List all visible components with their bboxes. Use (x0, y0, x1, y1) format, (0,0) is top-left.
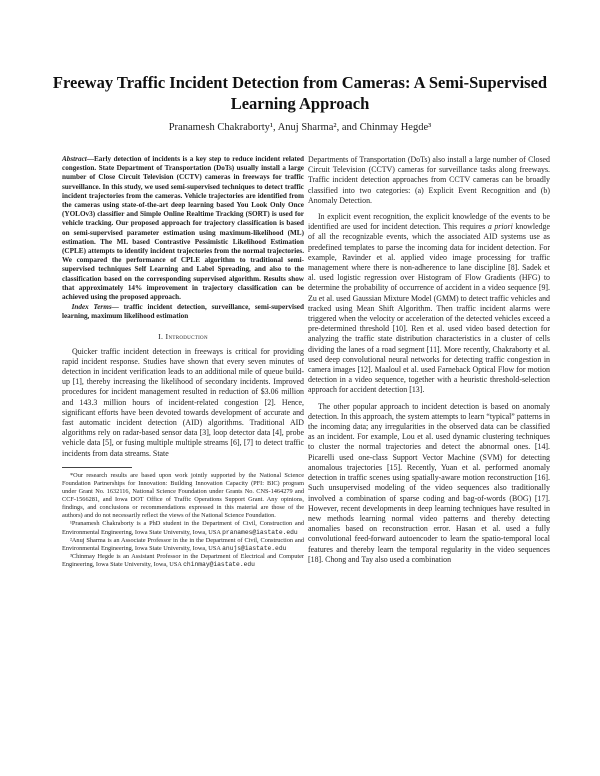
section-number: I. (158, 331, 164, 341)
right-column (308, 155, 550, 571)
email-link-2[interactable]: anujs@iastate.edu (222, 544, 287, 552)
left-column (62, 155, 304, 569)
right-paragraph-2 (308, 212, 550, 396)
abstract-text: —Early detection of incidents is a key step to reduce incident related congestion. State Department of Transportation (DoTs) usually install a large number of Close Circuit Television (CCTV) cameras in freeways for traffic surveillance. In this study, we used semi-supervised techniques to detect traffic incident trajectories from the cameras. Vehicle trajectories are identified from the cameras using state-of-the-art deep learning based You Look Only Once (YOLOv3) classifier and Simple Online Realtime Tracking (SORT) is used for vehicle tracking. Our proposed approach for trajectory classification is based on semi-supervised parameter estimation using maximum-likelihood (ML) estimation. The ML based Contrastive Pessimistic Likelihood Estimation (CPLE) attempts to identify incident trajectories from the normal trajectories. We compared the performance of CPLE algorithm to traditional semi-supervised techniques Self Learning and Label Spreading, and also to the classification based on the corresponding supervised algorithm. Results show that approximately 14% improvement in trajectory classification can be achieved using the proposed approach. (62, 155, 304, 302)
email-link-1[interactable]: pranames@iastate.edu (222, 528, 298, 536)
footnote-author-1 (62, 520, 304, 536)
footnote-author-2-text: ²Anuj Sharma is an Associate Professor in the in the Department of Civil, Construction and Environmental Engineering, Iowa State University, Iowa, USA (62, 536, 304, 552)
intro-paragraph: Quicker traffic incident detection in freeways is critical for providing rapid incident response. Studies have shown that every seven minutes of detection in incident verification leads to an additional mile of queue build-up [1], thereby increasing the likelihood of secondary incidents. Improved procedures for incident management resulted in reduction of $3.06 million and 143.3 million hours of incident-related congestion [2]. Hence, significant efforts have been devoted towards development of accurate and fast automatic incident detection (AID) algorithms. Traditional AID algorithms rely on radar-based sensor data [3], loop detector data [4], probe vehicle data [5], or fusing multiple multiple streams [6], [7] to detect traffic incidents from data streams. State (62, 346, 304, 458)
footnote-author-1-text: ¹Pranamesh Chakraborty is a PhD student in the Department of Civil, Construction and Environmental Engineering, Iowa State University, Iowa, USA (62, 520, 304, 536)
footnote-author-2 (62, 537, 304, 553)
abstract-label: Abstract (62, 155, 87, 163)
right-paragraph-2-em: a priori (487, 222, 513, 232)
paper-title: Freeway Traffic Incident Detection from Cameras: A Semi-Supervised Learning Approach (52, 73, 548, 113)
right-paragraph-2-post: knowledge of all the recognizable events, which the associated AID systems use as predefined templates to parse the incoming data for incident detection. For example, Ravinder et al. applied video image processing for traffic management where there is non-adherence to lane discipline [8]. Sadek et al. used logistic regression over Histogram of Flow Gradients (HFG) to determine the probability of occurrence of accident in a video sequence [9]. Zu et al. used Gaussian Mixture Model (GMM) to detect traffic vehicles and tracked using Mean Shift Algorithm. Then traffic incident alarms were triggered when the velocity or acceleration of the detected vehicles exceed a pre-determined threshold [10]. Ren et al. used video based detection for analyzing the traffic state distribution characteristics in a cluster of cells dividing the lanes of a road segment [11]. More recently, Chakraborty et al. used deep convolutional neural networks for detecting traffic congestion in camera images [12]. Maaloul et al. used Farneback Optical Flow for motion detection in a video sequence, together with a heuristic threshold-selection approach for accident detection [13]. (308, 222, 550, 395)
footnote-funding: *Our research results are based upon work jointly supported by the National Science Foundation Partnerships for Innovation: Building Innovation Capacity (PFI: BIC) program under Grant No. 1632116, National Science Foundation under Grants No. CNS-1464279 and CCF-1566281, and Iowa DOT Office of Traffic Operations Support Grant. Any opinions, findings, and conclusions or recommendations expressed in this material are those of the authors) and do not necessarily reflect the views of the National Science Foundation. (62, 471, 304, 520)
footnote-author-3-text: ³Chinmay Hegde is an Assistant Professor in the Department of Electrical and Computer Engineering, Iowa State University, Iowa, USA (62, 552, 304, 568)
email-link-3[interactable]: chinmay@iastate.edu (183, 560, 255, 568)
right-paragraph-3: The other popular approach to incident detection is based on anomaly detection. In this approach, the system attempts to learn “typical” patterns in the incoming data; any irregularities in the observed data can be classified as an incident. For example, Lou et al. used dynamic clustering techniques to cluster the normal trajectories and detect the abnormal ones. [14]. Picarelli used one-class Support Vector Machine (SVM) for detecting anomalous trajectories [15]. Recently, Yuan et al. performed anomaly detection in traffic scenes using spatially-aware motion reconstruction [16]. Such unsupervised modeling of the video sequences also traditionally involved a combination of sparse coding and bag-of-words (BOG) [17]. However, recent developments in deep learning techniques have resulted in new methods learning normal video patterns and thereby detecting anomalies based on reconstruction error. Hasan et al. used a fully convolutional feed-forward autoencoder to learn the spatio-temporal local features and thereby learn the temporal regularity in the video sequences [18]. Chong and Tay also used a combination (308, 401, 550, 564)
footnote-author-3 (62, 553, 304, 569)
right-paragraph-2-pre: In explicit event recognition, the explicit knowledge of the events to be identified are used for incident detection. This requires (308, 212, 550, 232)
section-heading (62, 332, 304, 341)
paper-authors: Pranamesh Chakraborty¹, Anuj Sharma², and Chinmay Hegde³ (168, 122, 432, 133)
index-terms-label: Index Terms (71, 303, 112, 312)
section-title: Introduction (165, 331, 208, 341)
abstract (62, 155, 304, 302)
index-terms (62, 303, 304, 321)
footnote-divider (62, 467, 132, 468)
index-terms-text: — traffic incident detection, surveillance, semi-supervised learning, maximum likelihood estimation (62, 303, 304, 321)
right-paragraph-1: Departments of Transportation (DoTs) also install a large number of Closed Circuit Television (CCTV) cameras for surveillance tasks along freeways. Traffic incident detection approaches from CCTV cameras can be broadly classified into two categories: (a) Explicit Event Recognition and (b) Anomaly Detection. (308, 155, 550, 205)
